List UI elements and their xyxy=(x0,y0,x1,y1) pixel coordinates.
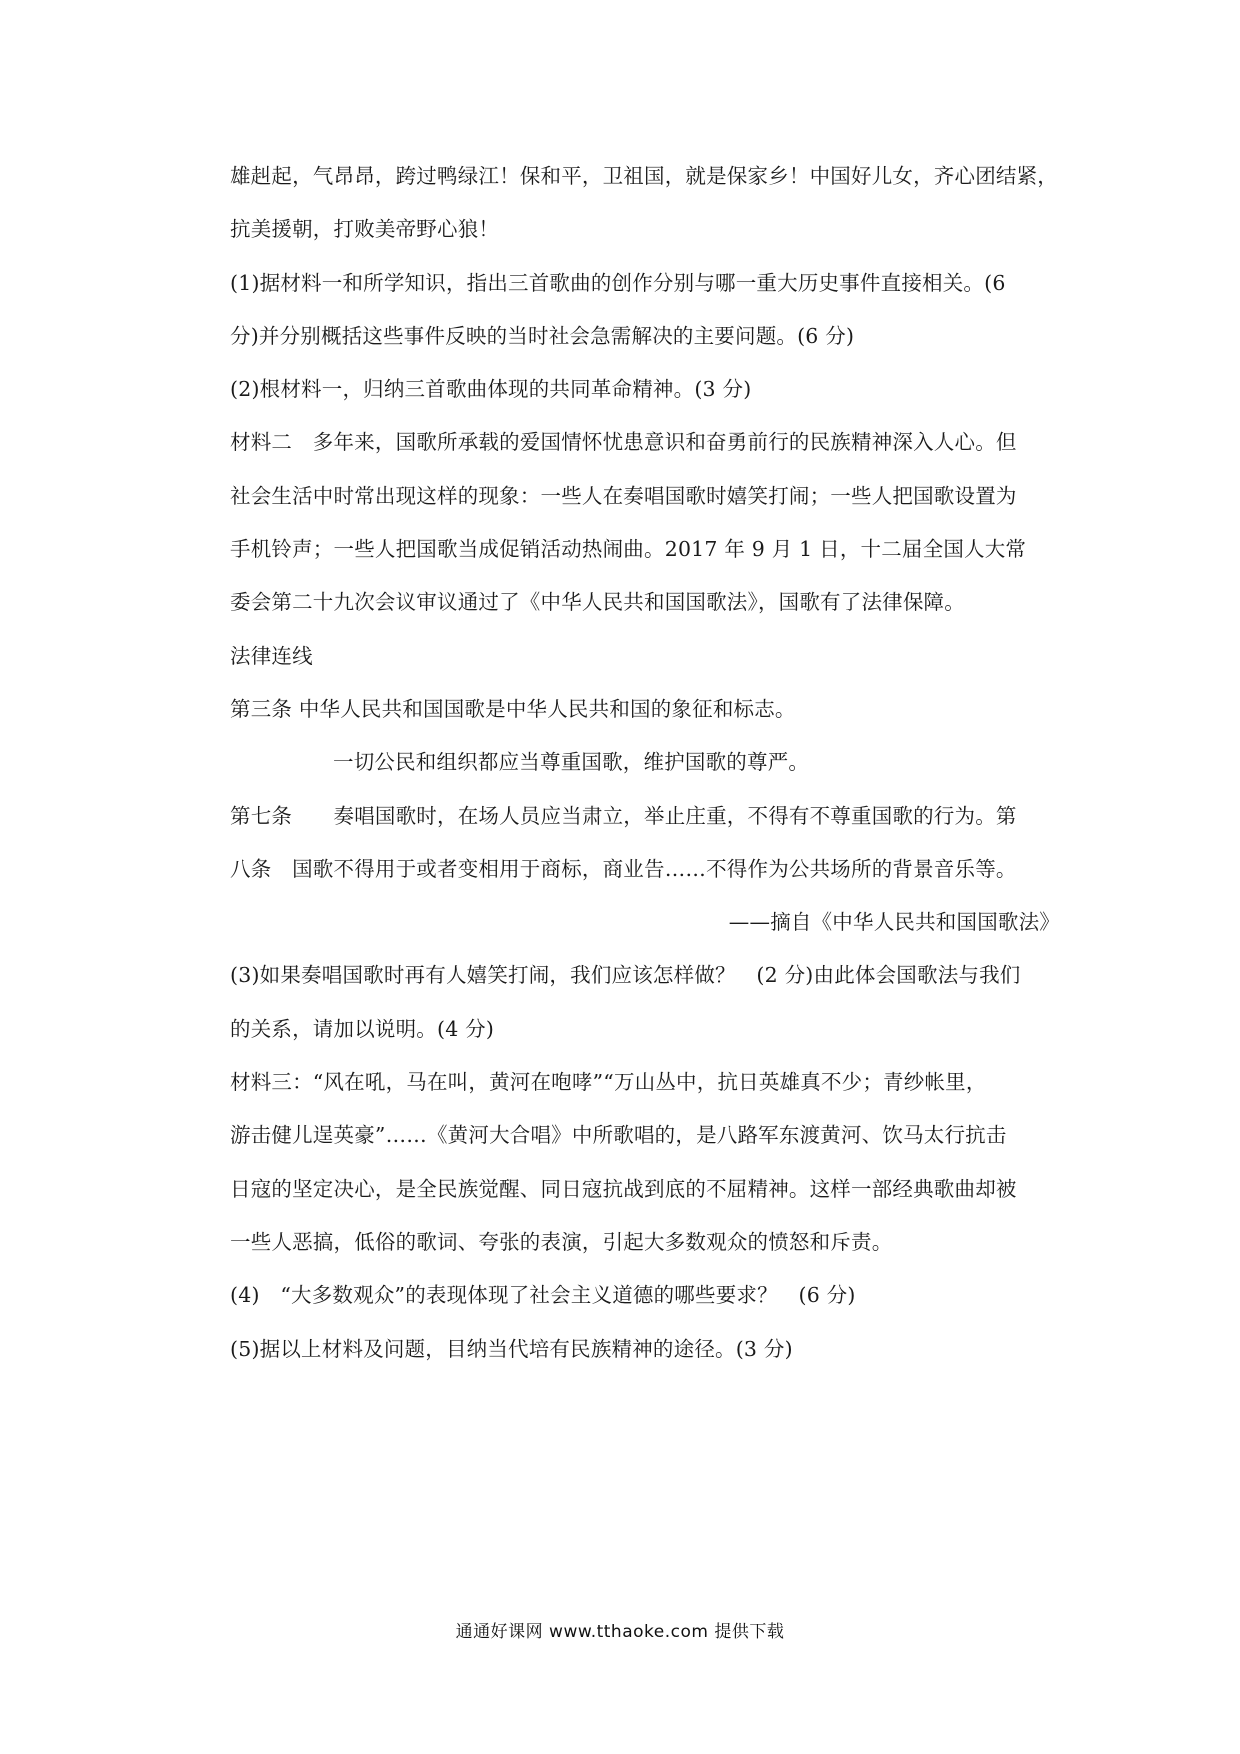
law-section-heading: 法律连线 xyxy=(230,643,313,668)
law-article-3-continued: 一切公民和组织都应当尊重国歌，维护国歌的尊严。 xyxy=(333,750,810,775)
law-article-8: 八条 国歌不得用于或者变相用于商标，商业告……不得作为公共场所的背景音乐等。 xyxy=(230,856,1017,881)
material-3-heading: 材料三：“风在吼，马在叫，黄河在咆哮”“万山丛中，抗日英雄真不少；青纱帐里， xyxy=(230,1070,987,1095)
document-body xyxy=(230,150,1060,1376)
text-line: 日寇的坚定决心，是全民族觉醒、同日寇抗战到底的不屈精神。这样一部经典歌曲却被 xyxy=(230,1176,1017,1201)
question-1: (1)据材料一和所学知识，指出三首歌曲的创作分别与哪一重大历史事件直接相关。(6 xyxy=(230,270,1006,295)
text-line: 雄赳起，气昂昂，跨过鸭绿江！保和平，卫祖国，就是保家乡！中国好儿女，齐心团结紧， xyxy=(230,164,1058,188)
text-line: 抗美援朝，打败美帝野心狼！ xyxy=(230,217,500,242)
law-article-3: 第三条 中华人民共和国国歌是中华人民共和国的象征和标志。 xyxy=(230,696,796,721)
text-line: 委会第二十九次会议审议通过了《中华人民共和国国歌法》，国歌有了法律保障。 xyxy=(230,590,965,615)
text-line: 的关系，请加以说明。(4 分) xyxy=(230,1016,495,1041)
question-3: (3)如果奏唱国歌时再有人嬉笑打闹，我们应该怎样做？ (2 分)由此体会国歌法与我们 xyxy=(230,963,1021,988)
citation: ——摘自《中华人民共和国国歌法》 xyxy=(728,910,1060,935)
question-4: (4) “大多数观众”的表现体现了社会主义道德的哪些要求？ (6 分) xyxy=(230,1283,856,1308)
material-2-heading: 材料二 多年来，国歌所承载的爱国情怀忧患意识和奋勇前行的民族精神深入人心。但 xyxy=(230,430,1017,455)
question-5: (5)据以上材料及问题，目纳当代培有民族精神的途径。(3 分) xyxy=(230,1336,793,1361)
text-line: 一些人恶搞，低俗的歌词、夸张的表演，引起大多数观众的愤怒和斥责。 xyxy=(230,1229,893,1254)
text-line: 分)并分别概括这些事件反映的当时社会急需解决的主要问题。(6 分) xyxy=(230,323,855,348)
text-line: 游击健儿逞英豪”……《黄河大合唱》中所歌唱的，是八路军东渡黄河、饮马太行抗击 xyxy=(230,1123,1007,1148)
question-2: (2)根材料一，归纳三首歌曲体现的共同革命精神。(3 分) xyxy=(230,377,752,402)
page-footer: 通通好课网 www.tthaoke.com 提供下载 xyxy=(455,1622,785,1642)
law-article-7: 第七条 奏唱国歌时，在场人员应当肃立，举止庄重，不得有不尊重国歌的行为。第 xyxy=(230,803,1017,828)
text-line: 社会生活中时常出现这样的现象：一些人在奏唱国歌时嬉笑打闹；一些人把国歌设置为 xyxy=(230,483,1017,508)
text-line: 手机铃声；一些人把国歌当成促销活动热闹曲。2017 年 9 月 1 日，十二届全国人大常 xyxy=(230,537,1027,562)
